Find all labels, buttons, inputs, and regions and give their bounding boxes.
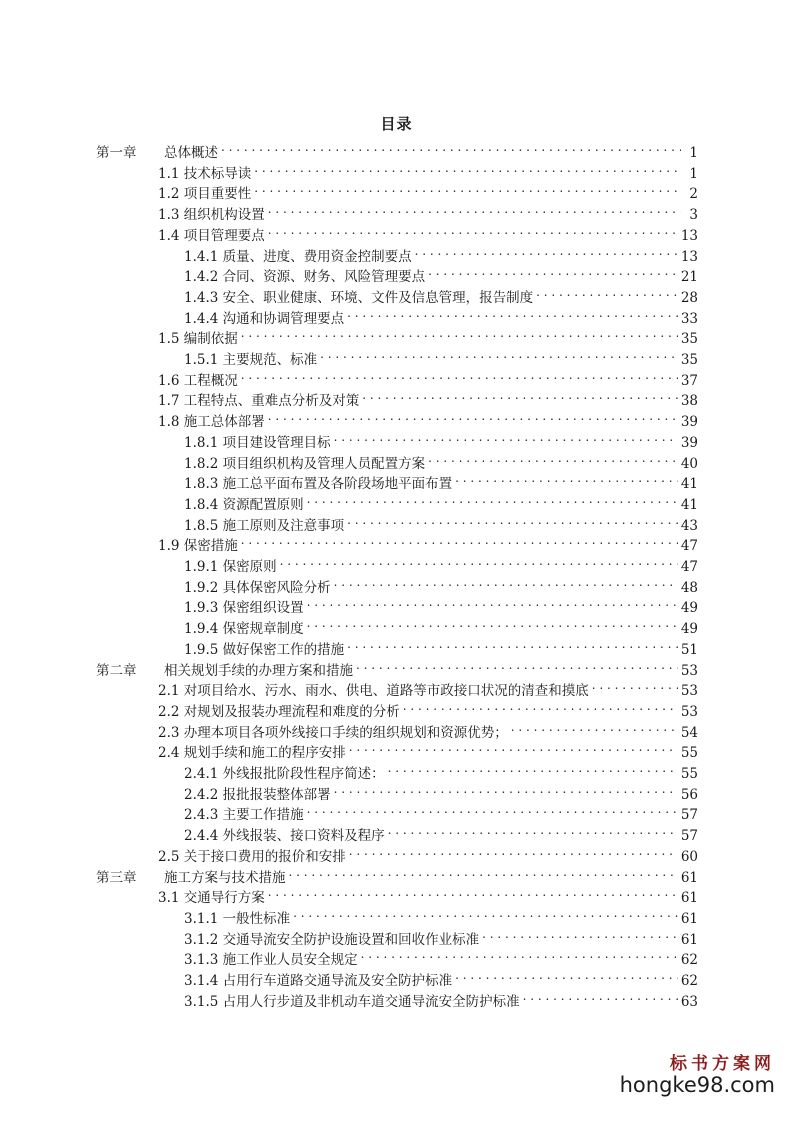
toc-page-number: 57 — [680, 807, 698, 824]
toc-page-number: 63 — [680, 993, 698, 1010]
toc-entry[interactable] — [184, 510, 698, 534]
toc-page-number: 53 — [680, 662, 698, 679]
toc-entry[interactable] — [184, 613, 698, 638]
toc-page-number: 39 — [680, 434, 698, 451]
toc-dot-leader — [428, 448, 678, 468]
toc-dot-leader — [241, 530, 678, 550]
toc-entry[interactable] — [158, 406, 698, 431]
toc-entry-title: 1.8.4 资源配置原则 — [184, 496, 304, 513]
toc-entry[interactable] — [158, 841, 698, 865]
toc-chapter-number: 第一章 — [96, 145, 137, 161]
toc-page-number: 41 — [680, 496, 698, 513]
toc-entry[interactable] — [158, 675, 698, 700]
toc-entry[interactable] — [184, 820, 698, 845]
toc-entry[interactable] — [158, 158, 698, 182]
toc-entry[interactable] — [184, 944, 698, 969]
toc-entry-title: 2.2 对规划及报装办理流程和难度的分析 — [158, 703, 400, 720]
toc-page-number: 53 — [680, 683, 698, 700]
toc-page-number: 35 — [680, 352, 698, 368]
toc-entry-title: 2.4.3 主要工作措施 — [184, 807, 304, 824]
toc-entry[interactable] — [184, 965, 698, 989]
toc-entry-title: 1.9.3 保密组织设置 — [184, 600, 304, 617]
toc-entry[interactable] — [158, 220, 698, 244]
toc-entry-title: 相关规划手续的办理方案和措施 — [164, 662, 353, 679]
toc-dot-leader — [349, 737, 678, 757]
toc-entry-title: 1.4.4 沟通和协调管理要点 — [184, 310, 345, 327]
toc-dot-leader — [307, 592, 678, 612]
toc-entry[interactable] — [184, 427, 698, 451]
toc-page-number: 54 — [680, 724, 698, 741]
toc-entry-title: 1.5 编制依据 — [158, 331, 238, 348]
toc-dot-leader — [347, 303, 678, 323]
toc-entry-title: 3.1.1 一般性标准 — [184, 910, 291, 927]
toc-entry-title: 1.7 工程特点、重难点分析及对策 — [158, 393, 360, 410]
toc-entry-title: 1.9 保密措施 — [158, 538, 238, 555]
toc-page-number: 49 — [680, 621, 698, 638]
toc-dot-leader — [334, 427, 678, 447]
toc-entry[interactable] — [158, 385, 698, 410]
toc-page-number: 51 — [680, 641, 698, 658]
toc-page-number: 48 — [680, 579, 698, 596]
toc-entry[interactable] — [158, 882, 698, 907]
toc-dot-leader — [241, 365, 678, 385]
toc-page-number: 1 — [689, 165, 698, 182]
toc-entry-title: 1.8.2 项目组织机构及管理人员配置方案 — [184, 455, 426, 472]
toc-page-number: 41 — [680, 476, 698, 493]
toc-dot-leader — [268, 199, 681, 219]
toc-dot-leader — [268, 882, 678, 902]
toc-entry-title: 1.8 施工总体部署 — [158, 414, 265, 431]
toc-entry-title: 1.4.1 质量、进度、费用资金控制要点 — [184, 248, 412, 265]
toc-entry-title: 1.8.3 施工总平面布置及各阶段场地平面布置 — [184, 476, 453, 493]
toc-dot-leader — [388, 758, 678, 778]
toc-entry-title: 3.1.3 施工作业人员安全规定 — [184, 952, 358, 969]
toc-dot-leader — [293, 903, 678, 923]
toc-page-number: 55 — [680, 745, 698, 762]
toc-page-number: 13 — [680, 227, 698, 244]
toc-page-number: 33 — [680, 310, 698, 327]
toc-entry[interactable] — [184, 489, 698, 513]
toc-entry[interactable] — [158, 323, 698, 348]
toc-dot-leader — [415, 241, 678, 261]
toc-page-number: 56 — [680, 786, 698, 803]
toc-page-number: 47 — [680, 559, 698, 575]
toc-page-number: 53 — [680, 703, 698, 720]
toc-entry[interactable] — [158, 178, 698, 203]
toc-entry-title: 1.9.2 具体保密风险分析 — [184, 579, 331, 596]
toc-entry-title: 3.1.2 交通导流安全防护设施设置和回收作业标准 — [184, 931, 480, 948]
toc-chapter-entry[interactable] — [96, 137, 698, 161]
watermark-url: hongke98.com — [619, 1073, 775, 1097]
toc-entry[interactable] — [158, 365, 698, 389]
toc-entry[interactable] — [184, 303, 698, 327]
toc-entry[interactable] — [184, 634, 698, 658]
toc-entry[interactable] — [184, 986, 698, 1010]
toc-page-number: 28 — [680, 289, 698, 306]
toc-entry[interactable] — [184, 468, 698, 493]
toc-page-number: 47 — [680, 538, 698, 555]
toc-dot-leader — [482, 924, 678, 944]
toc-entry-title: 1.1 技术标导读 — [158, 165, 252, 182]
toc-page-number: 3 — [689, 207, 698, 224]
toc-page-number: 61 — [680, 910, 698, 927]
toc-page-number: 61 — [680, 890, 698, 907]
toc-page-number: 39 — [680, 414, 698, 431]
toc-entry-title: 1.3 组织机构设置 — [158, 207, 265, 224]
toc-chapter-number: 第二章 — [96, 662, 137, 679]
toc-entry[interactable] — [184, 572, 698, 596]
toc-dot-leader — [221, 137, 681, 157]
toc-entry-title: 2.4.1 外线报批阶段性程序简述： — [184, 766, 385, 782]
toc-dot-leader — [254, 158, 681, 178]
toc-entry-title: 1.8.5 施工原则及注意事项 — [184, 517, 345, 534]
toc-dot-leader — [523, 986, 678, 1006]
toc-entry-title: 2.5 关于接口费用的报价和安排 — [158, 848, 346, 865]
toc-dot-leader — [511, 717, 678, 737]
toc-dot-leader — [388, 820, 678, 840]
toc-entry-title: 3.1.4 占用行车道路交通导流及安全防护标准 — [184, 973, 453, 989]
toc-page-number: 38 — [680, 393, 698, 410]
watermark-site-name: 标书方案网 — [670, 1054, 775, 1074]
toc-page-number: 40 — [680, 455, 698, 472]
toc-dot-leader — [320, 344, 678, 364]
toc-page-number: 2 — [689, 186, 698, 203]
watermark — [620, 1049, 775, 1096]
toc-entry-title: 施工方案与技术措施 — [164, 869, 286, 886]
toc-entry[interactable] — [184, 241, 698, 265]
toc-page-number: 43 — [680, 517, 698, 534]
toc-entry-title: 2.4 规划手续和施工的程序安排 — [158, 745, 346, 762]
toc-entry-title: 1.9.5 做好保密工作的措施 — [184, 641, 345, 658]
toc-page-number: 13 — [680, 248, 698, 265]
toc-entry[interactable] — [158, 530, 698, 555]
toc-dot-leader — [307, 489, 678, 509]
toc-page-number: 35 — [680, 331, 698, 348]
toc-entry[interactable] — [184, 282, 698, 306]
toc-dot-leader — [428, 261, 678, 281]
toc-dot-leader — [307, 613, 678, 633]
toc-dot-leader — [592, 675, 678, 695]
toc-dot-leader — [268, 220, 678, 240]
toc-entry[interactable] — [184, 448, 698, 472]
toc-entry-title: 1.4.3 安全、职业健康、环境、文件及信息管理，报告制度 — [184, 289, 534, 306]
toc-dot-leader — [356, 655, 678, 675]
toc-dot-leader — [361, 944, 678, 964]
toc-page-number: 62 — [680, 973, 698, 989]
toc-page-number: 21 — [680, 269, 698, 286]
toc-entry-title: 2.4.2 报批报装整体部署 — [184, 786, 331, 803]
toc-chapter-entry[interactable] — [96, 862, 698, 886]
toc-page-number: 60 — [680, 848, 698, 865]
toc-entry-title: 1.4.2 合同、资源、财务、风险管理要点 — [184, 269, 426, 286]
toc-entry-title: 1.9.1 保密原则 — [184, 559, 277, 575]
toc-entry-title: 1.9.4 保密规章制度 — [184, 621, 304, 638]
toc-entry[interactable] — [184, 779, 698, 803]
toc-page-number: 49 — [680, 600, 698, 617]
toc-dot-leader — [536, 282, 678, 302]
toc-entry[interactable] — [184, 758, 698, 782]
toc-dot-leader — [254, 178, 681, 198]
toc-entry[interactable] — [158, 717, 698, 741]
toc-page-number: 61 — [680, 869, 698, 886]
toc-chapter-entry[interactable] — [96, 655, 698, 679]
toc-entry-title: 1.5.1 主要规范、标准 — [184, 352, 318, 368]
toc-dot-leader — [280, 551, 678, 571]
toc-page-number: 37 — [680, 372, 698, 389]
toc-entry[interactable] — [158, 737, 698, 762]
toc-entry[interactable] — [158, 199, 698, 224]
toc-page-number: 57 — [680, 828, 698, 845]
toc-dot-leader — [455, 965, 678, 985]
toc-dot-leader — [334, 779, 678, 799]
toc-entry[interactable] — [184, 551, 698, 575]
toc-entry-title: 1.8.1 项目建设管理目标 — [184, 434, 331, 451]
toc-entry-title: 1.6 工程概况 — [158, 372, 238, 389]
toc-page-number: 62 — [680, 952, 698, 969]
toc-dot-leader — [362, 385, 678, 405]
toc-entry-title: 1.2 项目重要性 — [158, 186, 252, 203]
toc-dot-leader — [347, 634, 678, 654]
toc-dot-leader — [455, 468, 678, 488]
toc-dot-leader — [268, 406, 678, 426]
toc-entry[interactable] — [184, 344, 698, 368]
toc-dot-leader — [334, 572, 678, 592]
toc-entry-title: 2.4.4 外线报装、接口资料及程序 — [184, 828, 385, 845]
toc-dot-leader — [289, 862, 678, 882]
toc-chapter-number: 第三章 — [96, 869, 137, 886]
toc-entry-title: 1.4 项目管理要点 — [158, 227, 265, 244]
toc-page-number: 61 — [680, 931, 698, 948]
toc-entry[interactable] — [184, 924, 698, 948]
toc-entry[interactable] — [184, 799, 698, 824]
toc-entry[interactable] — [158, 696, 698, 720]
toc-page-number: 55 — [680, 766, 698, 782]
toc-entry-title: 3.1.5 占用人行步道及非机动车道交通导流安全防护标准 — [184, 993, 520, 1010]
toc-dot-leader — [241, 323, 678, 343]
toc-entry-title: 2.3 办理本项目各项外线接口手续的组织规划和资源优势； — [158, 724, 508, 741]
page-title: 目录 — [380, 115, 413, 133]
toc-entry[interactable] — [184, 592, 698, 617]
toc-page-number: 1 — [689, 145, 698, 161]
toc-entry[interactable] — [184, 261, 698, 286]
toc-dot-leader — [307, 799, 678, 819]
toc-entry-title: 总体概述 — [164, 145, 218, 161]
toc-dot-leader — [403, 696, 678, 716]
toc-dot-leader — [347, 510, 678, 530]
toc-entry-title: 2.1 对项目给水、污水、雨水、供电、道路等市政接口状况的清查和摸底 — [158, 683, 589, 700]
toc-dot-leader — [349, 841, 678, 861]
toc-entry-title: 3.1 交通导行方案 — [158, 890, 265, 907]
toc-entry[interactable] — [184, 903, 698, 927]
